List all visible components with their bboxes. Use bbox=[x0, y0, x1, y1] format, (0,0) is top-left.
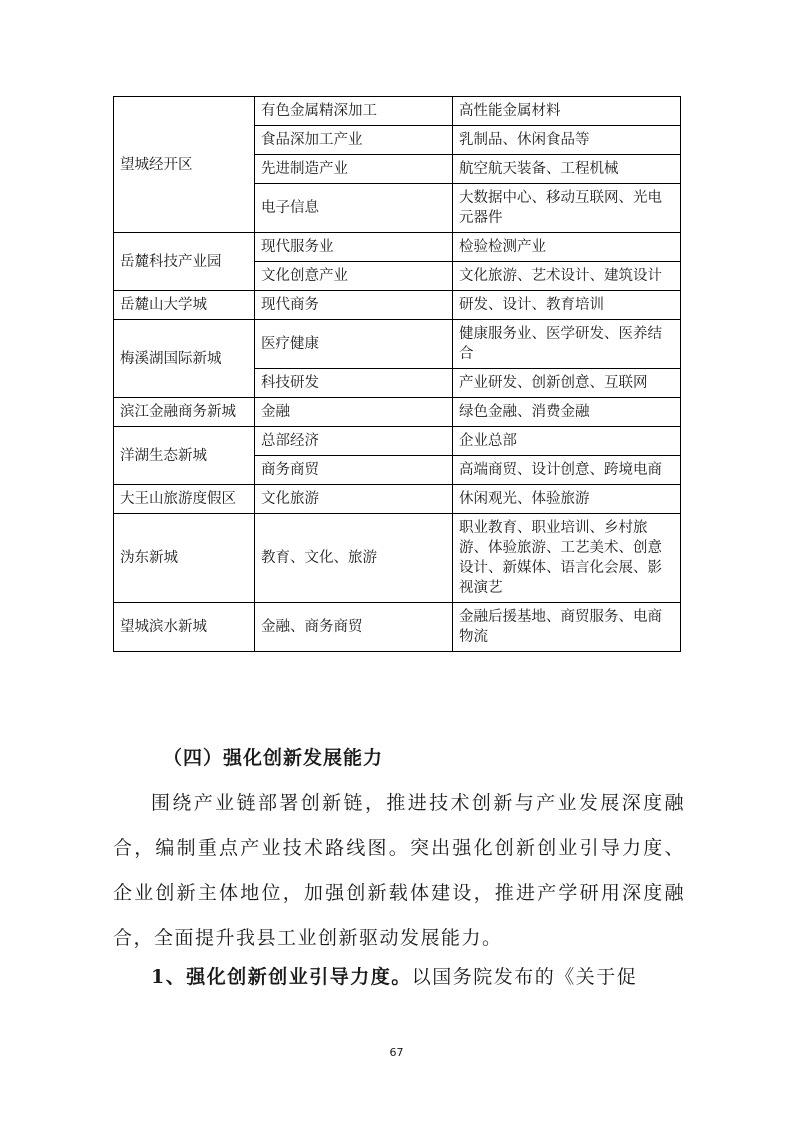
focus-cell: 检验检测产业 bbox=[453, 233, 681, 262]
zone-cell: 大王山旅游度假区 bbox=[114, 485, 255, 514]
industry-cell: 有色金属精深加工 bbox=[255, 97, 453, 126]
zone-cell: 梅溪湖国际新城 bbox=[114, 320, 255, 398]
table-row bbox=[114, 97, 681, 126]
zone-cell: 沩东新城 bbox=[114, 514, 255, 603]
industry-cell: 教育、文化、旅游 bbox=[255, 514, 453, 603]
industry-cell: 金融、商务商贸 bbox=[255, 603, 453, 652]
industry-cell: 现代服务业 bbox=[255, 233, 453, 262]
section-paragraph: 围绕产业链部署创新链，推进技术创新与产业发展深度融合，编制重点产业技术路线图。突出强化创新创业引导力度、企业创新主体地位，加强创新载体建设，推进产学研用深度融合，全面提升我县工业创新驱动发展能力。 bbox=[113, 792, 685, 949]
zone-cell: 滨江金融商务新城 bbox=[114, 398, 255, 427]
industry-cell: 文化创意产业 bbox=[255, 262, 453, 291]
industry-cell: 总部经济 bbox=[255, 427, 453, 456]
focus-cell: 企业总部 bbox=[453, 427, 681, 456]
table-row bbox=[114, 233, 681, 262]
table-row bbox=[114, 320, 681, 369]
industry-cell: 医疗健康 bbox=[255, 320, 453, 369]
industry-cell: 商务商贸 bbox=[255, 456, 453, 485]
item-text: 以国务院发布的《关于促 bbox=[411, 966, 638, 988]
zone-cell: 望城滨水新城 bbox=[114, 603, 255, 652]
focus-cell: 休闲观光、体验旅游 bbox=[453, 485, 681, 514]
focus-cell: 乳制品、休闲食品等 bbox=[453, 126, 681, 155]
focus-cell: 文化旅游、艺术设计、建筑设计 bbox=[453, 262, 681, 291]
industry-table-body bbox=[114, 97, 681, 652]
zone-cell: 洋湖生态新城 bbox=[114, 427, 255, 485]
focus-cell: 高端商贸、设计创意、跨境电商 bbox=[453, 456, 681, 485]
table-row bbox=[114, 291, 681, 320]
focus-cell: 绿色金融、消费金融 bbox=[453, 398, 681, 427]
industry-cell: 文化旅游 bbox=[255, 485, 453, 514]
focus-cell: 高性能金属材料 bbox=[453, 97, 681, 126]
table-row bbox=[114, 427, 681, 456]
industry-cell: 科技研发 bbox=[255, 369, 453, 398]
focus-cell: 航空航天装备、工程机械 bbox=[453, 155, 681, 184]
table-row bbox=[114, 398, 681, 427]
industry-cell: 食品深加工产业 bbox=[255, 126, 453, 155]
industry-table bbox=[113, 96, 681, 652]
industry-cell: 电子信息 bbox=[255, 184, 453, 233]
zone-cell: 岳麓山大学城 bbox=[114, 291, 255, 320]
zone-cell: 岳麓科技产业园 bbox=[114, 233, 255, 291]
focus-cell: 大数据中心、移动互联网、光电元器件 bbox=[453, 184, 681, 233]
table-row bbox=[114, 485, 681, 514]
section-heading: （四）强化创新发展能力 bbox=[163, 747, 384, 769]
focus-cell: 研发、设计、教育培训 bbox=[453, 291, 681, 320]
table-row bbox=[114, 514, 681, 603]
item-lead: 1、强化创新创业引导力度。 bbox=[151, 966, 412, 988]
focus-cell: 职业教育、职业培训、乡村旅游、体验旅游、工艺美术、创意设计、新媒体、语言化会展、影视演艺 bbox=[453, 514, 681, 603]
focus-cell: 产业研发、创新创意、互联网 bbox=[453, 369, 681, 398]
focus-cell: 健康服务业、医学研发、医养结合 bbox=[453, 320, 681, 369]
zone-cell: 望城经开区 bbox=[114, 97, 255, 233]
page-number: 67 bbox=[389, 1046, 404, 1059]
industry-cell: 金融 bbox=[255, 398, 453, 427]
industry-cell: 先进制造产业 bbox=[255, 155, 453, 184]
table-row bbox=[114, 603, 681, 652]
focus-cell: 金融后援基地、商贸服务、电商物流 bbox=[453, 603, 681, 652]
item-paragraph bbox=[113, 955, 685, 1000]
industry-cell: 现代商务 bbox=[255, 291, 453, 320]
